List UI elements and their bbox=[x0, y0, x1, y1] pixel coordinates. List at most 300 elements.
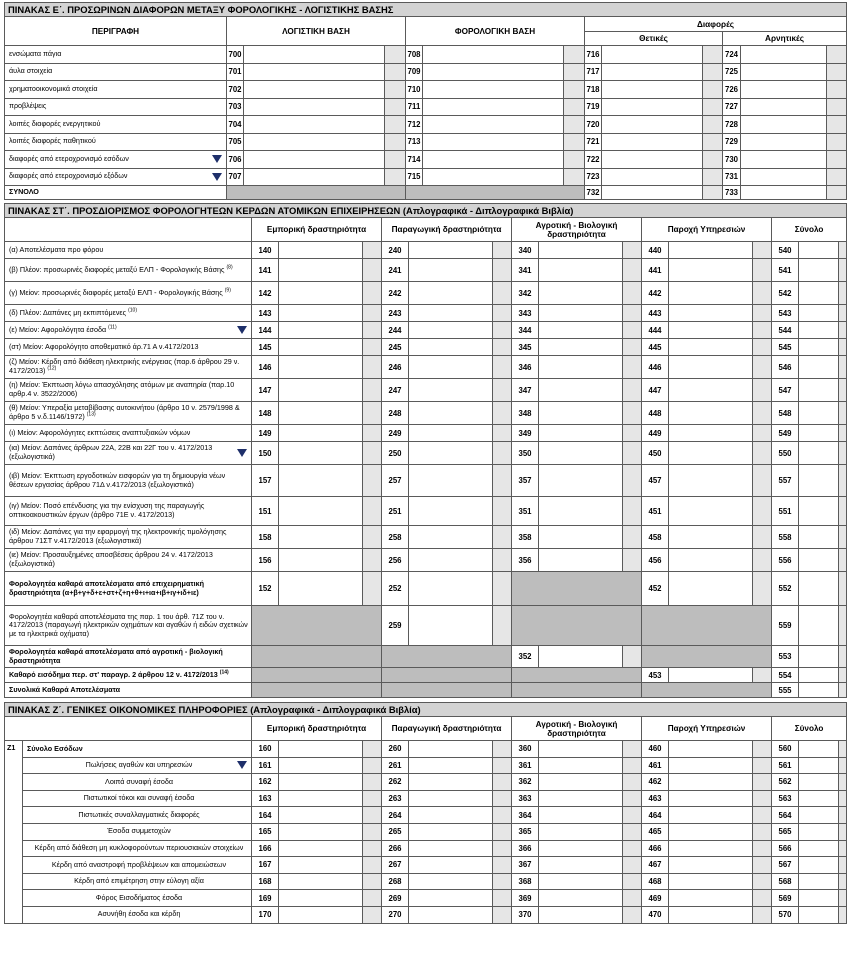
row-label: Φορολογητέα καθαρά αποτελέσματα από επιχειρηματική δραστηριότητα (α+β+γ+δ+ε+στ+ζ+η+θ+ι+ια+ιβ+ιγ+ιδ+ιε) bbox=[5, 572, 252, 606]
value-field[interactable] bbox=[244, 81, 385, 99]
value-field[interactable] bbox=[799, 873, 839, 890]
value-field[interactable] bbox=[669, 906, 753, 923]
field-code: 547 bbox=[772, 379, 799, 402]
value-field[interactable] bbox=[279, 465, 363, 497]
value-field[interactable] bbox=[799, 322, 839, 339]
value-field[interactable] bbox=[409, 497, 493, 526]
value-field[interactable] bbox=[409, 282, 493, 305]
value-field[interactable] bbox=[539, 526, 623, 549]
value-field[interactable] bbox=[799, 305, 839, 322]
row-label: Ασυνήθη έσοδα και κέρδη bbox=[23, 906, 252, 923]
value-field[interactable] bbox=[409, 379, 493, 402]
value-field[interactable] bbox=[409, 356, 493, 379]
header-differences: Διαφορές bbox=[585, 17, 847, 32]
value-field[interactable] bbox=[409, 807, 493, 824]
value-field[interactable] bbox=[539, 890, 623, 907]
value-field[interactable] bbox=[409, 857, 493, 874]
value-field[interactable] bbox=[409, 339, 493, 356]
value-field[interactable] bbox=[799, 549, 839, 572]
value-field[interactable] bbox=[409, 549, 493, 572]
value-field[interactable] bbox=[539, 442, 623, 465]
field-code: 269 bbox=[382, 890, 409, 907]
field-code: 557 bbox=[772, 465, 799, 497]
value-field[interactable] bbox=[799, 242, 839, 259]
row-label: Κέρδη από αναστροφή προβλέψεων και απομειώσεων bbox=[23, 857, 252, 874]
value-field[interactable] bbox=[602, 46, 703, 64]
row-label: Λοιπά συναφή έσοδα bbox=[23, 774, 252, 791]
value-field[interactable] bbox=[669, 757, 753, 774]
value-field[interactable] bbox=[279, 807, 363, 824]
value-field[interactable] bbox=[279, 857, 363, 874]
value-field[interactable] bbox=[741, 151, 827, 169]
dropdown-arrow-icon[interactable] bbox=[237, 761, 247, 769]
value-field[interactable] bbox=[669, 339, 753, 356]
value-field[interactable] bbox=[423, 98, 564, 116]
dropdown-arrow-icon[interactable] bbox=[237, 449, 247, 457]
header-services: Παροχή Υπηρεσιών bbox=[642, 218, 772, 242]
value-field[interactable] bbox=[279, 873, 363, 890]
field-code: 256 bbox=[382, 549, 409, 572]
value-field[interactable] bbox=[669, 305, 753, 322]
field-code: 241 bbox=[382, 259, 409, 282]
value-field[interactable] bbox=[539, 790, 623, 807]
table-z bbox=[4, 702, 847, 924]
value-field[interactable] bbox=[279, 890, 363, 907]
field-code: 453 bbox=[642, 668, 669, 683]
value-field[interactable] bbox=[669, 497, 753, 526]
net-agri-row bbox=[5, 646, 847, 668]
header-agricultural: Αγροτική - Βιολογική δραστηριότητα bbox=[512, 717, 642, 741]
value-field[interactable] bbox=[799, 379, 839, 402]
value-field[interactable] bbox=[799, 356, 839, 379]
value-field[interactable] bbox=[669, 465, 753, 497]
field-code: 246 bbox=[382, 356, 409, 379]
value-field[interactable] bbox=[409, 526, 493, 549]
value-field[interactable] bbox=[539, 774, 623, 791]
row-label: (ιδ) Μείον: Δαπάνες για την εφαρμογή της ηλεκτρονικής τιμολόγησης άρθρου 71ΣΤ ν.4172/2013 (εξωλογιστικά) bbox=[5, 526, 252, 549]
value-field[interactable] bbox=[602, 151, 703, 169]
value-field[interactable] bbox=[279, 282, 363, 305]
value-field[interactable] bbox=[741, 168, 827, 186]
row-label: (δ) Πλέον: Δαπάνες μη εκπιπτόμενες $^{(10)}$ bbox=[5, 305, 252, 322]
field-code: 348 bbox=[512, 402, 539, 425]
field-code: 567 bbox=[772, 857, 799, 874]
value-field[interactable] bbox=[409, 259, 493, 282]
table-row bbox=[5, 757, 847, 774]
value-field[interactable] bbox=[539, 807, 623, 824]
value-field[interactable] bbox=[669, 857, 753, 874]
value-field[interactable] bbox=[279, 497, 363, 526]
value-field[interactable] bbox=[279, 549, 363, 572]
field-code: 717 bbox=[585, 63, 602, 81]
row-label: (θ) Μείον: Υπεραξία μεταβίβασης αυτοκινήτου (άρθρο 10 ν. 2579/1998 & άρθρο 5 ν.δ.1146/1972) $^{(13)}$ bbox=[5, 402, 252, 425]
field-code: 356 bbox=[512, 549, 539, 572]
value-field[interactable] bbox=[539, 356, 623, 379]
field-code: 357 bbox=[512, 465, 539, 497]
value-field[interactable] bbox=[799, 259, 839, 282]
table-row bbox=[5, 402, 847, 425]
net-electric-row bbox=[5, 606, 847, 646]
field-code: 465 bbox=[642, 823, 669, 840]
value-field[interactable] bbox=[669, 425, 753, 442]
row-label: (στ) Μείον: Αφορολόγητο αποθεματικό άρ.71 Α ν.4172/2013 bbox=[5, 339, 252, 356]
value-field[interactable] bbox=[669, 442, 753, 465]
field-code: 450 bbox=[642, 442, 669, 465]
value-field[interactable] bbox=[539, 906, 623, 923]
value-field[interactable] bbox=[279, 356, 363, 379]
value-field[interactable] bbox=[539, 242, 623, 259]
value-field[interactable] bbox=[409, 572, 493, 606]
value-field[interactable] bbox=[602, 81, 703, 99]
value-field[interactable] bbox=[279, 442, 363, 465]
value-field[interactable] bbox=[423, 151, 564, 169]
field-code: 146 bbox=[252, 356, 279, 379]
row-label: ενσώματα πάγια bbox=[5, 46, 227, 64]
value-field[interactable] bbox=[741, 186, 827, 200]
value-field[interactable] bbox=[799, 442, 839, 465]
value-field[interactable] bbox=[669, 322, 753, 339]
row-label: (ιβ) Μείον: Έκπτωση εργοδοτικών εισφορών για τη δημιουργία νέων θέσεων εργασίας άρθρου 71Δ ν.4172/2013 (εξωλογιστικά) bbox=[5, 465, 252, 497]
value-field[interactable] bbox=[539, 339, 623, 356]
value-field[interactable] bbox=[279, 823, 363, 840]
field-code: 350 bbox=[512, 442, 539, 465]
field-code: 733 bbox=[723, 186, 741, 200]
table-e bbox=[4, 2, 847, 200]
value-field[interactable] bbox=[741, 116, 827, 134]
value-field[interactable] bbox=[539, 465, 623, 497]
field-code: 723 bbox=[585, 168, 602, 186]
field-code: 466 bbox=[642, 840, 669, 857]
value-field[interactable] bbox=[539, 402, 623, 425]
field-code: 340 bbox=[512, 242, 539, 259]
tax-form-page bbox=[4, 2, 846, 968]
value-field[interactable] bbox=[539, 305, 623, 322]
value-field[interactable] bbox=[669, 549, 753, 572]
value-field[interactable] bbox=[799, 757, 839, 774]
value-field[interactable] bbox=[539, 646, 623, 668]
value-field[interactable] bbox=[539, 873, 623, 890]
field-code: 244 bbox=[382, 322, 409, 339]
value-field[interactable] bbox=[539, 741, 623, 758]
value-field[interactable] bbox=[602, 186, 703, 200]
row-label: (β) Πλέον: προσωρινές διαφορές μεταξύ ΕΛΠ - Φορολογικής Βάσης $^{(8)}$ bbox=[5, 259, 252, 282]
value-field[interactable] bbox=[799, 906, 839, 923]
value-field[interactable] bbox=[799, 526, 839, 549]
field-code: 728 bbox=[723, 116, 741, 134]
row-label: διαφορές από ετεροχρονισμό εξόδων bbox=[5, 168, 227, 186]
table-row bbox=[5, 741, 847, 758]
field-code: 548 bbox=[772, 402, 799, 425]
value-field[interactable] bbox=[799, 465, 839, 497]
value-field[interactable] bbox=[799, 741, 839, 758]
value-field[interactable] bbox=[602, 63, 703, 81]
value-field[interactable] bbox=[669, 242, 753, 259]
row-label: προβλέψεις bbox=[5, 98, 227, 116]
value-field[interactable] bbox=[279, 572, 363, 606]
value-field[interactable] bbox=[279, 774, 363, 791]
field-code: 541 bbox=[772, 259, 799, 282]
table-row bbox=[5, 790, 847, 807]
value-field[interactable] bbox=[409, 890, 493, 907]
field-code: 150 bbox=[252, 442, 279, 465]
value-field[interactable] bbox=[409, 442, 493, 465]
field-code: 148 bbox=[252, 402, 279, 425]
value-field[interactable] bbox=[279, 242, 363, 259]
field-code: 156 bbox=[252, 549, 279, 572]
value-field[interactable] bbox=[669, 668, 753, 683]
table-row bbox=[5, 465, 847, 497]
value-field[interactable] bbox=[741, 46, 827, 64]
value-field[interactable] bbox=[279, 741, 363, 758]
value-field[interactable] bbox=[539, 322, 623, 339]
field-code: 349 bbox=[512, 425, 539, 442]
field-code: 364 bbox=[512, 807, 539, 824]
value-field[interactable] bbox=[423, 133, 564, 151]
value-field[interactable] bbox=[409, 873, 493, 890]
value-field[interactable] bbox=[279, 526, 363, 549]
field-code: 551 bbox=[772, 497, 799, 526]
field-code: 706 bbox=[227, 151, 244, 169]
value-field[interactable] bbox=[423, 116, 564, 134]
field-code: 720 bbox=[585, 116, 602, 134]
value-field[interactable] bbox=[669, 402, 753, 425]
value-field[interactable] bbox=[669, 823, 753, 840]
field-code: 158 bbox=[252, 526, 279, 549]
field-code: 709 bbox=[406, 63, 423, 81]
value-field[interactable] bbox=[539, 840, 623, 857]
value-field[interactable] bbox=[539, 497, 623, 526]
value-field[interactable] bbox=[741, 133, 827, 151]
field-code: 566 bbox=[772, 840, 799, 857]
value-field[interactable] bbox=[799, 668, 839, 683]
value-field[interactable] bbox=[669, 741, 753, 758]
value-field[interactable] bbox=[539, 379, 623, 402]
value-field[interactable] bbox=[539, 857, 623, 874]
value-field[interactable] bbox=[279, 425, 363, 442]
value-field[interactable] bbox=[539, 282, 623, 305]
value-field[interactable] bbox=[409, 242, 493, 259]
value-field[interactable] bbox=[669, 379, 753, 402]
field-code: 341 bbox=[512, 259, 539, 282]
value-field[interactable] bbox=[279, 906, 363, 923]
field-code: 240 bbox=[382, 242, 409, 259]
field-code: 163 bbox=[252, 790, 279, 807]
field-code: 452 bbox=[642, 572, 669, 606]
field-code: 368 bbox=[512, 873, 539, 890]
value-field[interactable] bbox=[669, 526, 753, 549]
value-field[interactable] bbox=[602, 168, 703, 186]
field-code: 559 bbox=[772, 606, 799, 646]
field-code: 441 bbox=[642, 259, 669, 282]
value-field[interactable] bbox=[423, 46, 564, 64]
total-net-row bbox=[5, 683, 847, 698]
field-code: 730 bbox=[723, 151, 741, 169]
row-label: (η) Μείον: Έκπτωση λόγω απασχόλησης ατόμων με αναπηρία (παρ.10 αρθρ.4 ν. 3522/2006) bbox=[5, 379, 252, 402]
value-field[interactable] bbox=[279, 339, 363, 356]
value-field[interactable] bbox=[741, 98, 827, 116]
field-code: 142 bbox=[252, 282, 279, 305]
row-label: άυλα στοιχεία bbox=[5, 63, 227, 81]
value-field[interactable] bbox=[423, 81, 564, 99]
value-field[interactable] bbox=[799, 857, 839, 874]
value-field[interactable] bbox=[539, 757, 623, 774]
value-field[interactable] bbox=[799, 282, 839, 305]
field-code: 366 bbox=[512, 840, 539, 857]
field-code: 259 bbox=[382, 606, 409, 646]
row-label: Σύνολο Εσόδων bbox=[23, 741, 252, 758]
value-field[interactable] bbox=[409, 322, 493, 339]
row-label: Φόρος Εισοδήματος έσοδα bbox=[23, 890, 252, 907]
value-field[interactable] bbox=[423, 168, 564, 186]
field-code: 542 bbox=[772, 282, 799, 305]
field-code: 257 bbox=[382, 465, 409, 497]
value-field[interactable] bbox=[409, 741, 493, 758]
value-field[interactable] bbox=[799, 497, 839, 526]
value-field[interactable] bbox=[602, 116, 703, 134]
field-code: 721 bbox=[585, 133, 602, 151]
value-field[interactable] bbox=[669, 572, 753, 606]
net-commercial-row bbox=[5, 572, 847, 606]
value-field[interactable] bbox=[669, 873, 753, 890]
row-label: Καθαρό εισόδημα περ. στ' παραγρ. 2 άρθρου 12 ν. 4172/2013 $^{(14)}$ bbox=[5, 668, 252, 683]
value-field[interactable] bbox=[669, 807, 753, 824]
field-code: 464 bbox=[642, 807, 669, 824]
table-row bbox=[5, 282, 847, 305]
value-field[interactable] bbox=[602, 133, 703, 151]
field-code: 562 bbox=[772, 774, 799, 791]
field-code: 716 bbox=[585, 46, 602, 64]
value-field[interactable] bbox=[423, 63, 564, 81]
field-code: 360 bbox=[512, 741, 539, 758]
value-field[interactable] bbox=[669, 774, 753, 791]
field-code: 261 bbox=[382, 757, 409, 774]
value-field[interactable] bbox=[741, 81, 827, 99]
table-row bbox=[5, 442, 847, 465]
value-field[interactable] bbox=[409, 425, 493, 442]
net-income-row bbox=[5, 668, 847, 683]
row-label: (ζ) Μείον: Κέρδη από διάθεση ηλεκτρικής ενέργειας (παρ.6 άρθρου 29 ν. 4172/2013) $^{(12)}$ bbox=[5, 356, 252, 379]
value-field[interactable] bbox=[279, 305, 363, 322]
value-field[interactable] bbox=[799, 823, 839, 840]
value-field[interactable] bbox=[799, 606, 839, 646]
value-field[interactable] bbox=[799, 425, 839, 442]
field-code: 446 bbox=[642, 356, 669, 379]
value-field[interactable] bbox=[669, 840, 753, 857]
dropdown-arrow-icon[interactable] bbox=[212, 155, 222, 163]
value-field[interactable] bbox=[409, 840, 493, 857]
value-field[interactable] bbox=[409, 305, 493, 322]
dropdown-arrow-icon[interactable] bbox=[212, 173, 222, 181]
value-field[interactable] bbox=[244, 133, 385, 151]
value-field[interactable] bbox=[409, 774, 493, 791]
field-code: 550 bbox=[772, 442, 799, 465]
value-field[interactable] bbox=[741, 63, 827, 81]
value-field[interactable] bbox=[799, 339, 839, 356]
value-field[interactable] bbox=[539, 425, 623, 442]
field-code: 556 bbox=[772, 549, 799, 572]
value-field[interactable] bbox=[409, 402, 493, 425]
table-row bbox=[5, 98, 847, 116]
value-field[interactable] bbox=[409, 757, 493, 774]
field-code: 713 bbox=[406, 133, 423, 151]
row-label: (ε) Μείον: Αφορολόγητα έσοδα $^{(11)}$ bbox=[5, 322, 252, 339]
value-field[interactable] bbox=[244, 98, 385, 116]
value-field[interactable] bbox=[279, 259, 363, 282]
value-field[interactable] bbox=[799, 572, 839, 606]
value-field[interactable] bbox=[799, 807, 839, 824]
header-positive: Θετικές bbox=[585, 32, 723, 46]
value-field[interactable] bbox=[244, 63, 385, 81]
value-field[interactable] bbox=[602, 98, 703, 116]
field-code: 249 bbox=[382, 425, 409, 442]
field-code: 545 bbox=[772, 339, 799, 356]
value-field[interactable] bbox=[279, 757, 363, 774]
value-field[interactable] bbox=[669, 282, 753, 305]
field-code: 141 bbox=[252, 259, 279, 282]
value-field[interactable] bbox=[279, 840, 363, 857]
field-code: 540 bbox=[772, 242, 799, 259]
field-code: 570 bbox=[772, 906, 799, 923]
field-code: 358 bbox=[512, 526, 539, 549]
dropdown-arrow-icon[interactable] bbox=[237, 326, 247, 334]
value-field[interactable] bbox=[539, 549, 623, 572]
value-field[interactable] bbox=[409, 790, 493, 807]
field-code: 351 bbox=[512, 497, 539, 526]
value-field[interactable] bbox=[539, 823, 623, 840]
value-field[interactable] bbox=[669, 356, 753, 379]
value-field[interactable] bbox=[244, 151, 385, 169]
value-field[interactable] bbox=[799, 840, 839, 857]
value-field[interactable] bbox=[539, 259, 623, 282]
value-field[interactable] bbox=[409, 465, 493, 497]
value-field[interactable] bbox=[244, 168, 385, 186]
field-code: 251 bbox=[382, 497, 409, 526]
value-field[interactable] bbox=[244, 46, 385, 64]
value-field[interactable] bbox=[669, 790, 753, 807]
field-code: 552 bbox=[772, 572, 799, 606]
value-field[interactable] bbox=[799, 890, 839, 907]
field-code: 702 bbox=[227, 81, 244, 99]
value-field[interactable] bbox=[669, 259, 753, 282]
value-field[interactable] bbox=[799, 774, 839, 791]
value-field[interactable] bbox=[669, 890, 753, 907]
value-field[interactable] bbox=[799, 790, 839, 807]
field-code: 263 bbox=[382, 790, 409, 807]
row-label: χρηματοοικονομικά στοιχεία bbox=[5, 81, 227, 99]
table-row bbox=[5, 425, 847, 442]
value-field[interactable] bbox=[799, 646, 839, 668]
value-field[interactable] bbox=[279, 322, 363, 339]
row-label: (ιγ) Μείον: Ποσό επένδυσης για την ενίσχυση της παραγωγής οπτικοακουστικών έργων (άρθρο 71Ε ν. 4172/2013) bbox=[5, 497, 252, 526]
row-label: Πιστωτικές συναλλαγματικές διαφορές bbox=[23, 807, 252, 824]
table-row bbox=[5, 322, 847, 339]
value-field[interactable] bbox=[244, 116, 385, 134]
field-code: 470 bbox=[642, 906, 669, 923]
value-field[interactable] bbox=[279, 790, 363, 807]
field-code: 352 bbox=[512, 646, 539, 668]
value-field[interactable] bbox=[799, 683, 839, 698]
table-st-title: ΠΙΝΑΚΑΣ ΣΤ΄. ΠΡΟΣΔΙΟΡΙΣΜΟΣ ΦΟΡΟΛΟΓΗΤΕΩΝ ΚΕΡΔΩΝ ΑΤΟΜΙΚΩΝ ΕΠΙΧΕΙΡΗΣΕΩΝ (Απλογραφικά - Διπλογραφικά Βιβλία) bbox=[5, 204, 847, 218]
value-field[interactable] bbox=[799, 402, 839, 425]
value-field[interactable] bbox=[409, 823, 493, 840]
field-code: 715 bbox=[406, 168, 423, 186]
value-field[interactable] bbox=[409, 906, 493, 923]
field-code: 719 bbox=[585, 98, 602, 116]
table-row bbox=[5, 63, 847, 81]
value-field[interactable] bbox=[409, 606, 493, 646]
value-field[interactable] bbox=[279, 379, 363, 402]
value-field[interactable] bbox=[279, 402, 363, 425]
